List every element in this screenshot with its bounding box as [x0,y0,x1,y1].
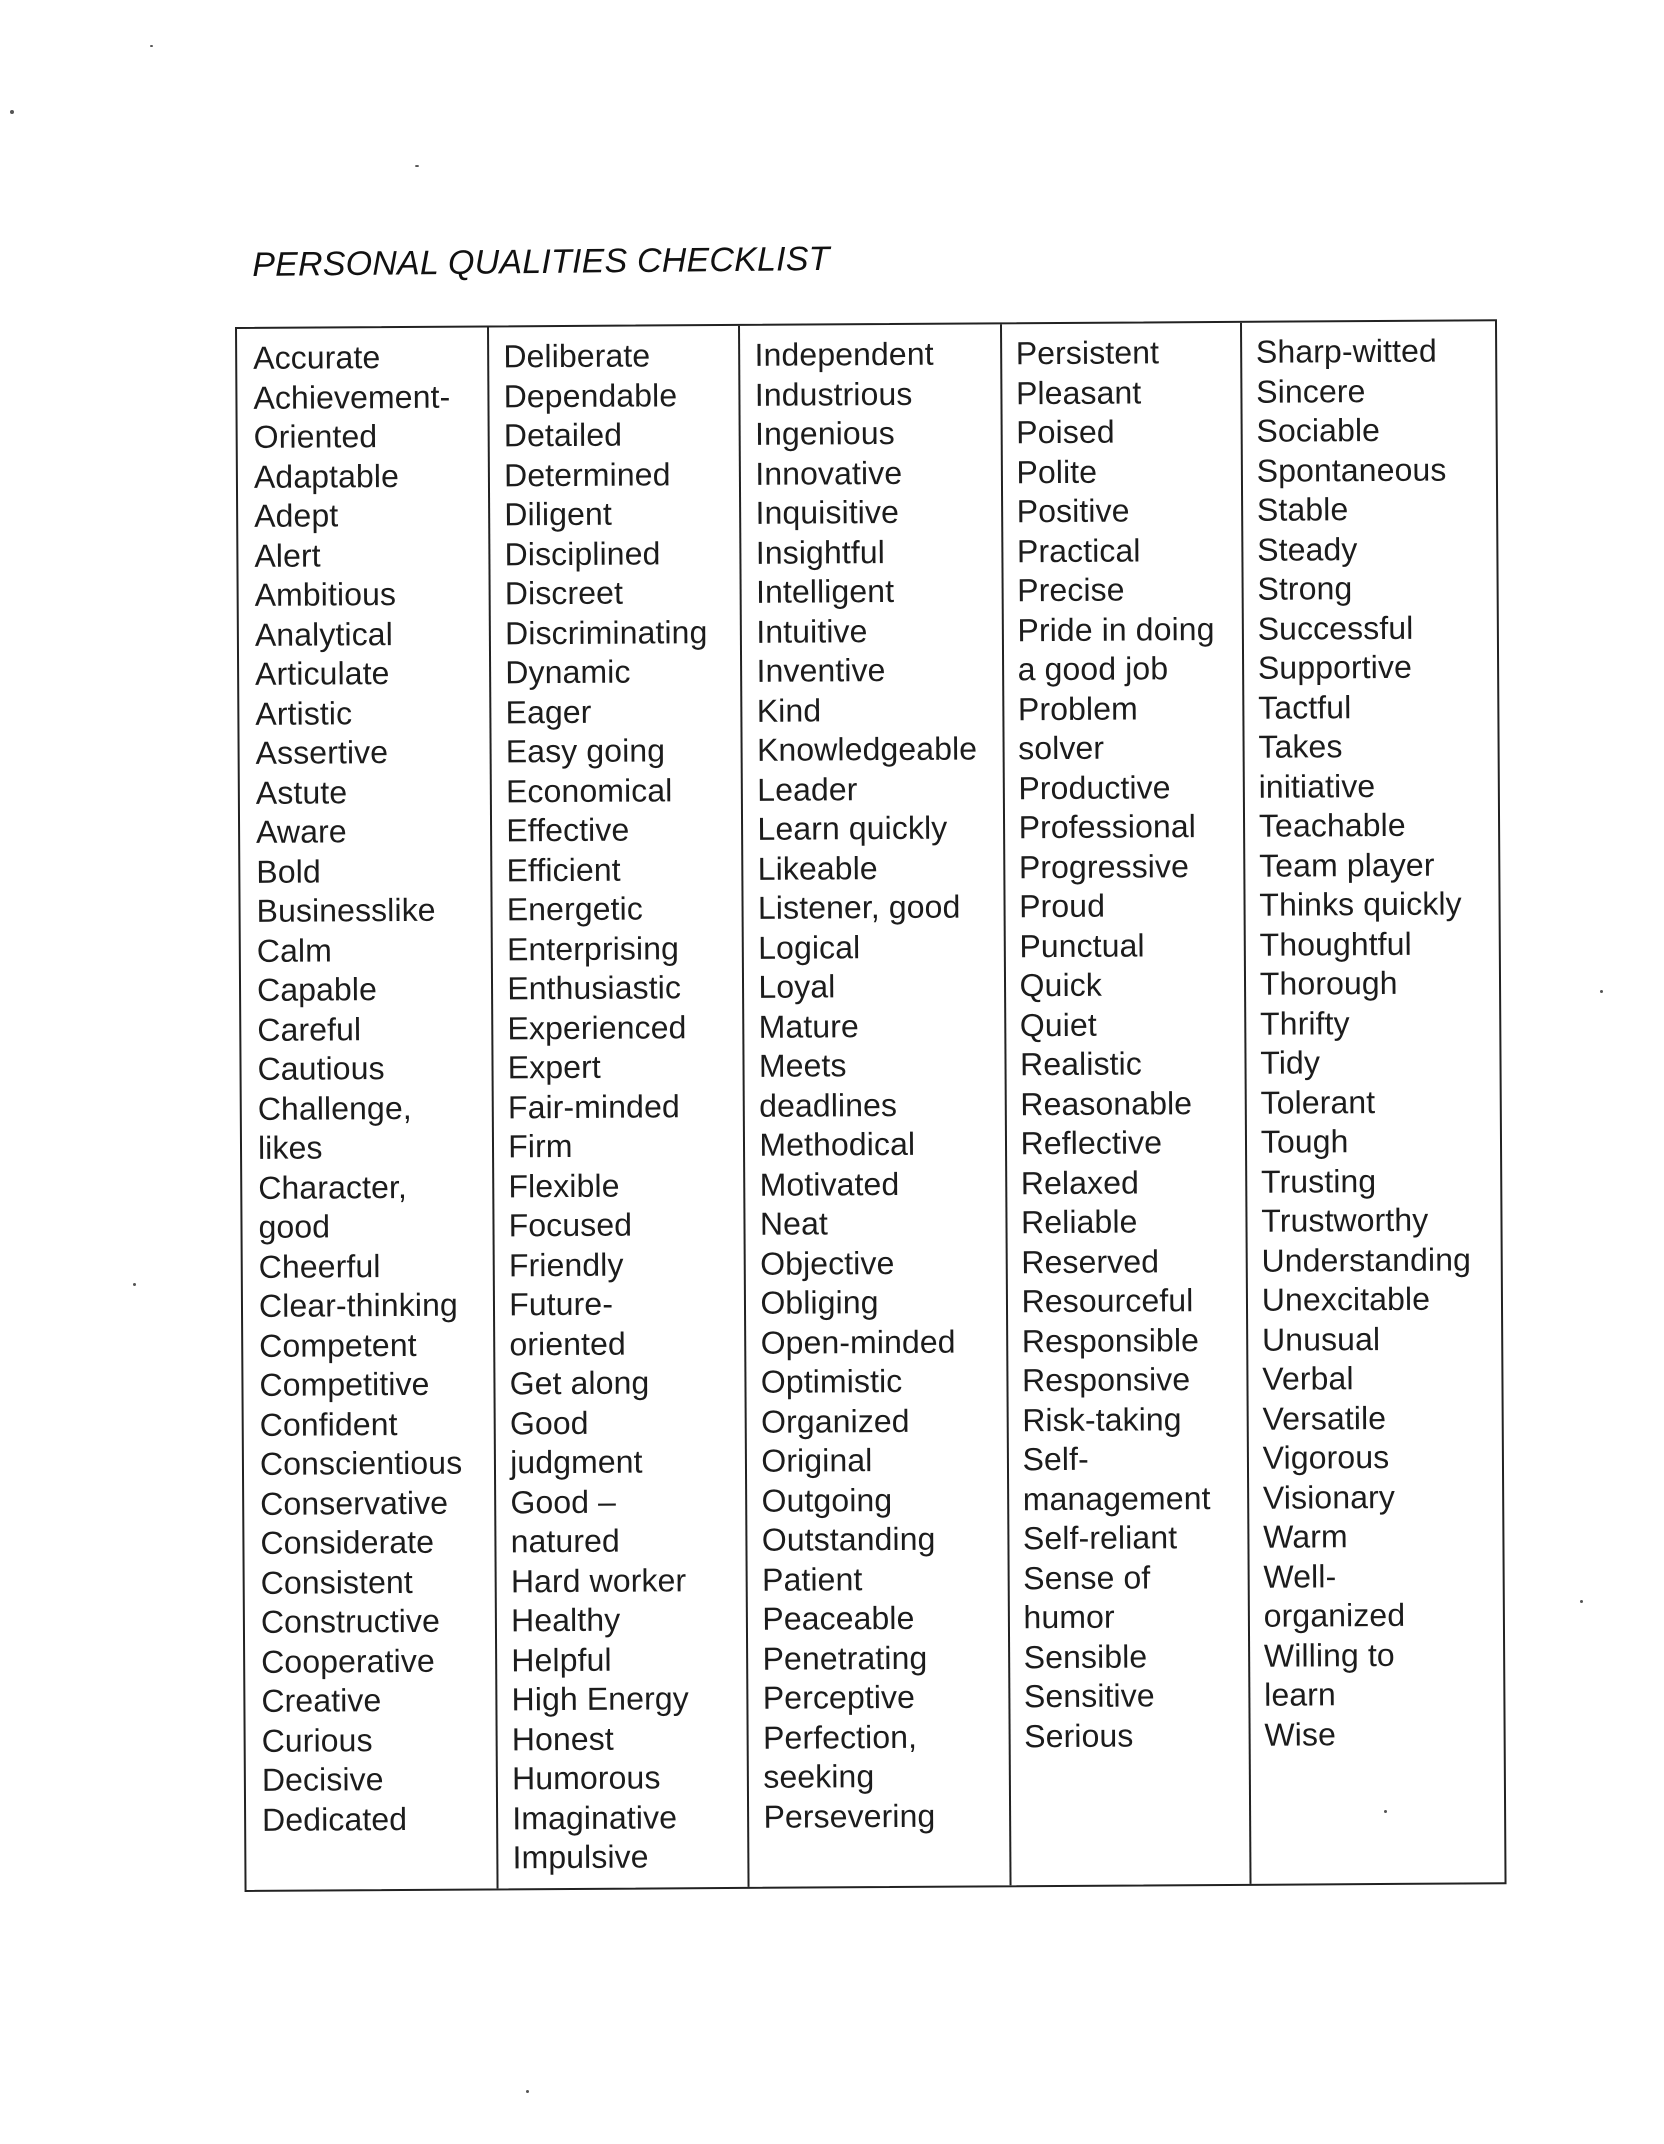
quality-item: Tough [1260,1123,1349,1160]
quality-item: Sensitive [1023,1677,1155,1715]
quality-item: Competent [259,1326,417,1364]
qualities-column-4 [1002,323,1252,1885]
quality-item: Aware [255,813,347,850]
qualities-table [235,319,1507,1892]
quality-item: Practical [1016,531,1141,569]
quality-item: Flexible [508,1167,620,1204]
quality-item: Persevering [763,1797,936,1835]
quality-item: Easy going [505,732,666,770]
quality-item: Proud [1019,887,1106,925]
quality-item: Firm [508,1127,573,1165]
quality-item: Optimistic [760,1362,903,1400]
quality-item: Loyal [758,968,836,1005]
quality-item: Adaptable [253,457,400,495]
quality-item: Achievement- [253,378,451,416]
quality-item: Energetic [506,890,643,928]
quality-item: Calm [256,931,332,969]
quality-item: Warm [1263,1518,1348,1555]
quality-item: Penetrating [762,1639,928,1677]
quality-item: Leader [757,770,858,808]
quality-item: Serious [1024,1717,1134,1754]
scan-speck [1580,1600,1583,1603]
quality-item: Outgoing [761,1481,893,1519]
quality-item: Oriented [253,418,378,455]
quality-item: Alert [254,536,321,574]
word-list [1256,331,1504,1754]
quality-item: Professional [1018,808,1197,846]
quality-item: likes [257,1129,323,1166]
quality-item: Tolerant [1260,1083,1376,1121]
quality-item: Reserved [1021,1242,1160,1280]
quality-item: Industrious [754,375,913,413]
quality-item: Insightful [755,533,885,571]
quality-item: Risk-taking [1022,1400,1182,1438]
quality-item: Analytical [254,615,393,653]
quality-item: Humorous [511,1759,661,1797]
quality-item: Honest [511,1720,614,1757]
quality-item: judgment [510,1443,643,1481]
quality-item: Enthusiastic [507,969,682,1007]
quality-item: Pride in doing [1017,610,1215,648]
quality-item: Resourceful [1021,1282,1194,1320]
quality-item: Responsive [1021,1361,1191,1399]
quality-item: Precise [1017,571,1125,609]
quality-item: humor [1023,1598,1115,1636]
quality-item: Inventive [756,652,886,689]
quality-item: Problem [1017,689,1138,727]
word-list [503,336,748,1878]
quality-item: Experienced [507,1008,687,1046]
quality-item: Disciplined [504,534,661,572]
quality-item: Capable [256,971,378,1008]
quality-item: Positive [1016,492,1130,530]
quality-item: Sharp-witted [1255,332,1437,370]
quality-item: seeking [763,1758,875,1795]
quality-item: Fair-minded [507,1087,680,1125]
quality-item: Unusual [1261,1320,1381,1358]
quality-item: Innovative [755,454,903,492]
quality-item: learn [1264,1676,1336,1713]
quality-item: Independent [754,335,934,373]
scan-speck [133,1283,136,1286]
quality-item: Constructive [260,1602,441,1640]
quality-item: Friendly [508,1246,624,1283]
quality-item: Realistic [1019,1045,1143,1083]
quality-item: good [258,1208,331,1245]
quality-item: Peaceable [762,1599,915,1637]
quality-item: Confident [259,1405,398,1443]
quality-item: Spontaneous [1256,451,1447,489]
quality-item: Listener, good [757,888,961,926]
quality-item: Sociable [1256,412,1381,449]
quality-item: Articulate [255,655,390,692]
page-title: PERSONAL QUALITIES CHECKLIST [252,239,830,284]
quality-item: Artistic [255,694,353,732]
quality-item: Self-reliant [1022,1519,1178,1557]
quality-item: Thorough [1259,964,1398,1002]
quality-item: oriented [509,1325,626,1362]
quality-item: Likeable [757,849,878,887]
quality-item: Obliging [760,1284,879,1321]
quality-item: Assertive [255,734,389,771]
quality-item: solver [1018,729,1105,767]
quality-item: Discreet [504,574,624,612]
quality-item: Ingenious [754,414,895,452]
quality-item: Logical [758,928,861,966]
quality-item: Helpful [511,1641,612,1678]
quality-item: Visionary [1262,1478,1396,1516]
quality-item: Careful [257,1010,362,1048]
quality-item: Reflective [1020,1124,1163,1162]
quality-item: Successful [1257,609,1414,647]
quality-item: Quiet [1019,1006,1097,1043]
quality-item: Tidy [1260,1044,1321,1081]
quality-item: Learn quickly [757,809,948,847]
quality-item: Character, [258,1168,407,1206]
quality-item: Methodical [759,1125,916,1163]
quality-item: Progressive [1018,847,1190,885]
quality-item: initiative [1258,767,1376,805]
quality-item: Neat [759,1205,829,1242]
quality-item: Decisive [261,1761,384,1798]
quality-item: Eager [505,693,592,730]
quality-item: Ambitious [254,576,397,613]
quality-item: Impulsive [512,1838,649,1876]
quality-item: Challenge, [257,1089,412,1127]
quality-item: Consistent [260,1563,413,1601]
quality-item: Cautious [257,1050,385,1087]
quality-item: Astute [255,773,348,811]
quality-item: Sensible [1023,1637,1148,1675]
scan-speck [10,110,14,114]
qualities-column-2 [489,326,750,1889]
quality-item: Determined [504,455,671,493]
quality-item: Relaxed [1020,1163,1140,1201]
quality-item: Productive [1018,768,1171,806]
quality-item: Perfection, [762,1718,918,1756]
quality-item: Steady [1257,530,1358,568]
quality-item: Bold [256,852,321,890]
quality-item: Healthy [510,1601,621,1639]
quality-item: Punctual [1019,926,1145,964]
scan-speck [150,45,153,47]
qualities-column-3 [740,324,1011,1887]
quality-item: Thoughtful [1259,925,1412,963]
quality-item: Imaginative [512,1798,678,1836]
quality-item: Enterprising [506,929,680,967]
quality-item: Responsible [1021,1321,1200,1359]
quality-item: management [1022,1479,1211,1517]
quality-item: Cheerful [258,1247,381,1285]
quality-item: Good [509,1404,589,1441]
quality-item: Organized [760,1402,910,1440]
quality-item: Poised [1016,413,1115,451]
quality-item: Takes [1258,728,1343,765]
quality-item: Wise [1264,1715,1337,1753]
quality-item: Conscientious [259,1444,463,1482]
quality-item: Discriminating [504,613,708,651]
quality-item: Strong [1257,570,1353,607]
qualities-column-5 [1242,321,1505,1884]
quality-item: Dependable [503,376,678,414]
word-list [754,334,1008,1836]
quality-item: Get along [509,1364,650,1402]
quality-item: Efficient [506,851,621,888]
quality-item: Patient [761,1560,863,1598]
quality-item: Perceptive [762,1678,916,1716]
scan-speck [415,165,419,167]
quality-item: Pleasant [1015,373,1142,411]
quality-item: Detailed [503,416,623,454]
quality-item: Cooperative [261,1642,435,1680]
quality-item: Willing to [1263,1636,1395,1674]
quality-item: organized [1263,1596,1406,1634]
quality-item: Focused [508,1206,633,1244]
quality-item: Supportive [1257,648,1413,686]
quality-item: Outstanding [761,1520,936,1558]
quality-item: Unexcitable [1261,1280,1431,1318]
quality-item: Versatile [1262,1399,1387,1437]
quality-item: Economical [505,771,673,809]
quality-item: Good – [510,1483,617,1520]
quality-item: Reasonable [1020,1084,1193,1122]
quality-item: Thrifty [1259,1004,1350,1042]
quality-item: Diligent [504,495,612,533]
quality-item: Meets [758,1047,847,1084]
quality-item: Open-minded [760,1323,956,1361]
quality-item: Dedicated [262,1800,408,1838]
scan-speck [1384,1810,1387,1813]
scan-speck [1600,990,1603,993]
quality-item: Effective [506,811,630,849]
quality-item: Competitive [259,1365,430,1403]
quality-item: Teachable [1258,806,1406,844]
quality-item: Verbal [1262,1360,1354,1397]
quality-item: Expert [507,1048,601,1086]
quality-item: a good job [1017,650,1169,688]
quality-item: Polite [1016,453,1098,490]
quality-item: Original [761,1442,873,1479]
quality-item: Knowledgeable [756,730,978,768]
quality-item: Quick [1019,966,1103,1004]
quality-item: Kind [756,691,822,729]
quality-item: Accurate [253,339,381,376]
quality-item: Clear-thinking [258,1286,458,1324]
quality-item: Tactful [1258,688,1352,726]
quality-item: Deliberate [503,337,651,375]
quality-item: Intelligent [755,572,895,610]
quality-item: Self- [1022,1440,1089,1478]
quality-item: Well- [1263,1557,1337,1595]
quality-item: Motivated [759,1165,900,1203]
quality-item: Considerate [260,1523,435,1561]
quality-item: Dynamic [505,653,631,691]
quality-item: Objective [760,1244,895,1282]
quality-item: Vigorous [1262,1438,1390,1476]
quality-item: Understanding [1261,1240,1472,1279]
word-list [253,337,496,1839]
quality-item: Curious [261,1721,373,1759]
quality-item: Adept [254,497,339,534]
quality-item: Mature [758,1007,859,1045]
scan-speck [526,2090,529,2093]
quality-item: Future- [509,1285,614,1323]
quality-item: Inquisitive [755,493,900,531]
quality-item: Conservative [260,1484,449,1522]
quality-item: natured [510,1522,620,1560]
word-list [1016,333,1249,1756]
quality-item: Creative [261,1682,382,1719]
quality-item: Intuitive [756,612,868,650]
quality-item: deadlines [759,1086,898,1124]
quality-item: Hard worker [510,1561,687,1599]
quality-item: Thinks quickly [1259,885,1462,923]
quality-item: Persistent [1015,334,1160,372]
quality-item: Team player [1259,846,1435,884]
quality-item: Stable [1256,491,1349,528]
quality-item: Reliable [1020,1203,1138,1241]
quality-item: Trustworthy [1261,1201,1429,1239]
quality-item: High Energy [511,1680,689,1718]
quality-item: Businesslike [256,891,436,929]
quality-item: Trusting [1260,1162,1377,1200]
quality-item: Sense of [1023,1558,1151,1596]
qualities-column-1 [237,327,499,1890]
quality-item: Sincere [1256,372,1366,410]
